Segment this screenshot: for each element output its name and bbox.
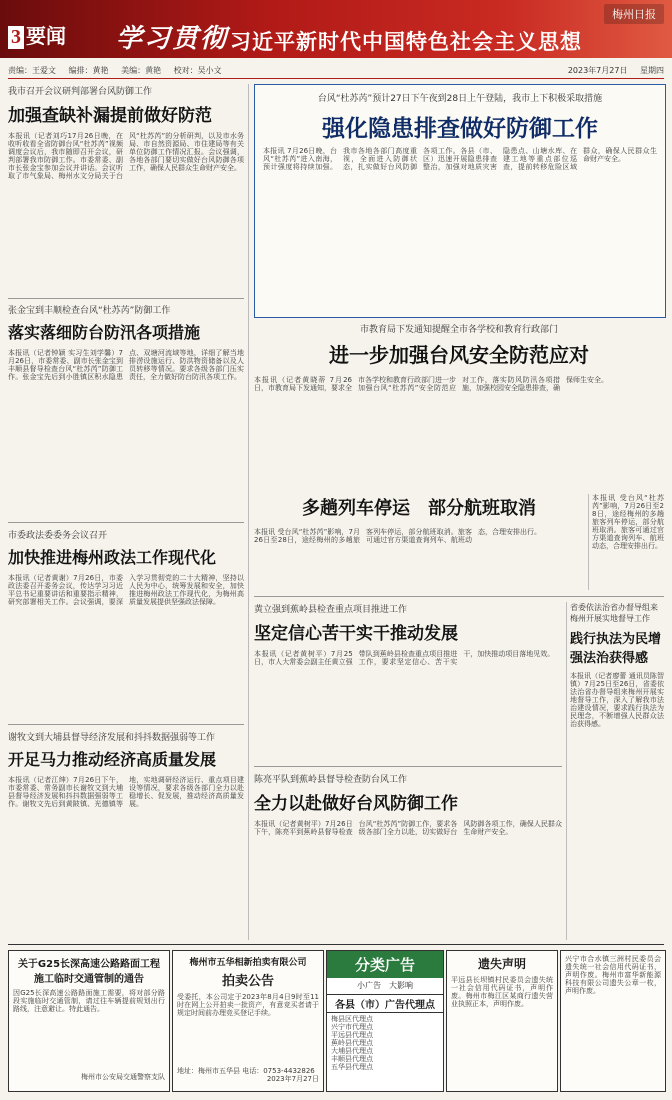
masthead-banner xyxy=(0,0,672,58)
education-article[interactable] xyxy=(254,322,664,496)
divider xyxy=(254,766,562,767)
ads-divider xyxy=(8,944,664,945)
article-a5[interactable] xyxy=(254,602,562,772)
column-divider xyxy=(248,84,249,940)
article-title: 践行执法为民增强法治获得感 xyxy=(570,632,662,666)
article-title: 落实落细防台防汛各项措施 xyxy=(8,323,201,342)
article-a1[interactable] xyxy=(8,84,244,308)
article-body: 本报讯（记者江绅）7月26日下午，市委常委、常务副市长谢牧文到大埔县督导经济发展和抖抖数据强弱等工作。谢牧文先后到黄陂镇、光德镇等地，实地调研经济运行、重点项目建设等情况，要求各级各部门全力以赴稳增长、促发展，推动经济高质量发展。 xyxy=(8,776,244,808)
article-a2[interactable] xyxy=(8,303,244,525)
article-kicker: 市教育局下发通知提醒全市各学校和教育行政部门 xyxy=(359,325,558,335)
article-kicker: 陈亮平队到蕉岭县督导检查防台风工作 xyxy=(254,775,408,785)
article-body: 本报讯（记者刘巧17月26日晚，在收听收看全省防御台风“杜苏芮”视频调度会议后，我市随即召开会议，研判部署我市防御工作。市委常委、副市长张金宝参加会议并讲话。会议听取了市气象局、梅州水文分局关于台风“杜苏芮”的分析研判，以及市水务局、市自然资源局、市住建局等有关单位防御工作情况汇报。会议强调，各地各部门要切实做好台风防御各项工作，确保人民群众生命财产安全。 xyxy=(8,132,244,180)
ad-title: 拍卖公告 xyxy=(221,974,274,989)
page-number: 3 xyxy=(8,26,24,49)
article-title: 全力以赴做好台风防御工作 xyxy=(254,794,458,814)
article-title: 加强查缺补漏提前做好防范 xyxy=(8,106,212,126)
divider xyxy=(8,298,244,299)
ad-lost[interactable] xyxy=(446,950,558,1092)
ad-org: 梅州市五华相新拍卖有限公司 xyxy=(189,958,307,968)
paper-name: 梅州日报 xyxy=(604,4,664,24)
classified-row: 蕉岭县代理点 xyxy=(331,1039,373,1047)
article-a6[interactable] xyxy=(254,772,562,940)
article-title: 加快推进梅州政法工作现代化 xyxy=(8,548,217,567)
art-editor: 美编：黄艳 xyxy=(121,66,162,75)
article-body: 本报讯（记者钟颖 实习生刘学馨）7月26日，市委常委、副市长张金宝到丰顺县督导检查台风“杜苏芮”防御工作。张金宝先后到小胜镇区积水隐患点、双塘河流域等地，详细了解当地排涝设施运行、防洪物资储备以及人员转移等情况。要求各级各部门压实责任，全力做好防台防汛各项工作。 xyxy=(8,349,244,381)
article-body: 本报讯（记者廖蕾 通讯员陈智镇）7月25日至26日，省委依法治省办督导组来梅州开展实地督导工作，深入了解我市法治建设情况，要求践行执法为民理念，不断增强人民群众法治获得感。 xyxy=(570,672,664,728)
editor-line xyxy=(8,62,664,79)
article-kicker: 黄立强到蕉岭县检查重点项目推进工作 xyxy=(254,605,408,615)
article-kicker: 市委政法委委务会议召开 xyxy=(8,531,108,541)
divider xyxy=(8,522,244,523)
column-divider xyxy=(566,602,567,940)
section-name: 要闻 xyxy=(26,26,66,48)
divider xyxy=(254,596,664,597)
ad-g25[interactable] xyxy=(8,950,170,1092)
article-title: 进一步加强台风安全防范应对 xyxy=(329,343,589,367)
article-kicker: 张金宝到丰顺检查台风“杜苏芮”防御工作 xyxy=(8,306,171,316)
ad-auction[interactable] xyxy=(172,950,324,1092)
article-kicker: 省委依法治省办督导组来梅州开展实地督导工作 xyxy=(570,603,658,623)
ad-classified[interactable] xyxy=(326,950,444,1092)
article-body: 本报讯 受台风“杜苏芮”影响，7月26日至28日，途经梅州的多趟旅客列车停运，部分航班取消。旅客可通过官方渠道查询列车、航班动态，合理安排出行。 xyxy=(254,528,541,544)
classified-row: 丰顺县代理点 xyxy=(331,1055,373,1063)
article-title: 多趟列车停运 部分航班取消 xyxy=(302,498,536,519)
classified-row: 五华县代理点 xyxy=(331,1063,373,1071)
ad-body: 因G25长深高速公路路面施工需要，将对部分路段实施临时交通管制，请过往车辆提前规划出行路线，注意避让。特此通告。 xyxy=(13,989,165,1013)
article-a4[interactable] xyxy=(8,730,244,956)
classified-board-title: 各县（市）广告代理点 xyxy=(327,994,443,1013)
ad-body: 受委托，本公司定于2023年8月4日9时至11时在网上公开拍卖一批资产，有意竞买者请于规定时间前办理竞买登记手续。 xyxy=(177,993,319,1017)
classified-list xyxy=(327,1013,443,1073)
ad-title: 关于G25长深高速公路路面工程施工临时交通管制的通告 xyxy=(17,959,161,985)
article-title: 坚定信心苦干实干推动发展 xyxy=(254,624,458,644)
column-tag: 学习贯彻 xyxy=(116,24,229,54)
article-body: 本报讯（记者黄谢）7月26日，市委政法委召开委务会议，传达学习习近平总书记重要讲话和重要指示精神，研究部署相关工作。会议强调，要深入学习贯彻党的二十大精神，坚持以人民为中心，统筹发展和安全，加快推进梅州政法工作现代化，为梅州高质量发展提供坚强政法保障。 xyxy=(8,574,244,606)
proofreader: 校对：吴小文 xyxy=(173,66,222,75)
layout-editor: 编排：黄艳 xyxy=(68,66,109,75)
article-body: 本报讯（记者黄晓蒂 7月26日，市教育局下发通知，要求全市各学校和教育行政部门进一步加强台风“杜苏芮”安全防范应对工作，落实防风防汛各项措施，加强校园安全隐患排查，确保师生安全。 xyxy=(254,376,608,392)
classified-sub1: 小广告 xyxy=(357,981,381,990)
article-a3[interactable] xyxy=(8,528,244,724)
article-body: 本报讯（记者黄树平）7月25日，市人大常委会副主任黄立强带队到蕉岭县检查重点项目推进工作，要求坚定信心、苦干实干，加快推动项目落地见效。 xyxy=(254,650,555,666)
article-r1[interactable] xyxy=(570,602,664,932)
ad-notice[interactable] xyxy=(560,950,666,1092)
divider xyxy=(8,724,244,725)
ad-contact: 地址：梅州市五华县 电话：0753-4432826 xyxy=(177,1067,315,1075)
column-divider xyxy=(588,494,589,590)
article-title: 强化隐患排查做好防御工作 xyxy=(322,115,598,142)
classified-sub2: 大影响 xyxy=(389,981,413,990)
ad-date: 2023年7月27日 xyxy=(266,1075,319,1083)
ad-signer: 梅州市公安局交通警察支队 xyxy=(81,1073,165,1081)
article-kicker: 谢牧文到大埔县督导经济发展和抖抖数据强弱等工作 xyxy=(8,733,216,743)
column-slogan: 习近平新时代中国特色社会主义思想 xyxy=(230,30,582,54)
article-kicker: 我市召开会议研判部署台风防御工作 xyxy=(8,87,153,97)
lead-article[interactable] xyxy=(254,84,666,318)
article-kicker: 台风“杜苏芮”预计27日下午夜到28日上午登陆，我市上下积极采取措施 xyxy=(317,94,603,104)
article-title: 开足马力推动经济高质量发展 xyxy=(8,750,217,769)
issue-date: 2023年7月27日 xyxy=(567,66,628,75)
rail-continued: 本报讯 受台风“杜苏芮”影响，7月26日至28日，途经梅州的多趟旅客列车停运，部分航班取消。旅客可通过官方渠道查询列车、航班动态，合理安排出行。 xyxy=(592,494,664,550)
classified-row: 梅县区代理点 xyxy=(331,1015,373,1023)
ad-body: 平远县长坝镇村民委员会遗失统一社会信用代码证书，声明作废。梅州市梅江区某商行遗失营业执照正本，声明作废。 xyxy=(451,976,553,1008)
classified-row: 兴宁市代理点 xyxy=(331,1023,373,1031)
rail-article[interactable] xyxy=(254,494,584,584)
classified-row: 平远县代理点 xyxy=(331,1031,373,1039)
article-body: 本报讯 7月26日晚，台风“杜苏芮”进入南海，预计强度将持续加强。我市各地各部门高度重视，全面进入防御状态，扎实做好台风防御各项工作。各县（市、区）迅速开展隐患排查整治，加强对地质灾害隐患点、山塘水库、在建工地等重点部位巡查，提前转移危险区域群众，确保人民群众生命财产安全。 xyxy=(263,147,657,171)
article-body: 本报讯（记者黄树平）7月26日下午，陈亮平到蕉岭县督导检查台风“杜苏芮”防御工作，要求各级各部门全力以赴，切实做好台风防御各项工作，确保人民群众生命财产安全。 xyxy=(254,820,562,836)
classified-title: 分类广告 xyxy=(327,951,443,978)
classified-row: 大埔县代理点 xyxy=(331,1047,373,1055)
issue-weekday: 星期四 xyxy=(640,66,664,75)
editor: 责编：王爱文 xyxy=(8,66,56,75)
ad-title: 遗失声明 xyxy=(477,957,526,971)
page-section xyxy=(8,20,66,49)
ad-body: 兴宁市合水镇三洲村民委员会遗失统一社会信用代码证书，声明作废。梅州市富华新能源科技有限公司遗失公章一枚，声明作废。 xyxy=(565,955,661,995)
